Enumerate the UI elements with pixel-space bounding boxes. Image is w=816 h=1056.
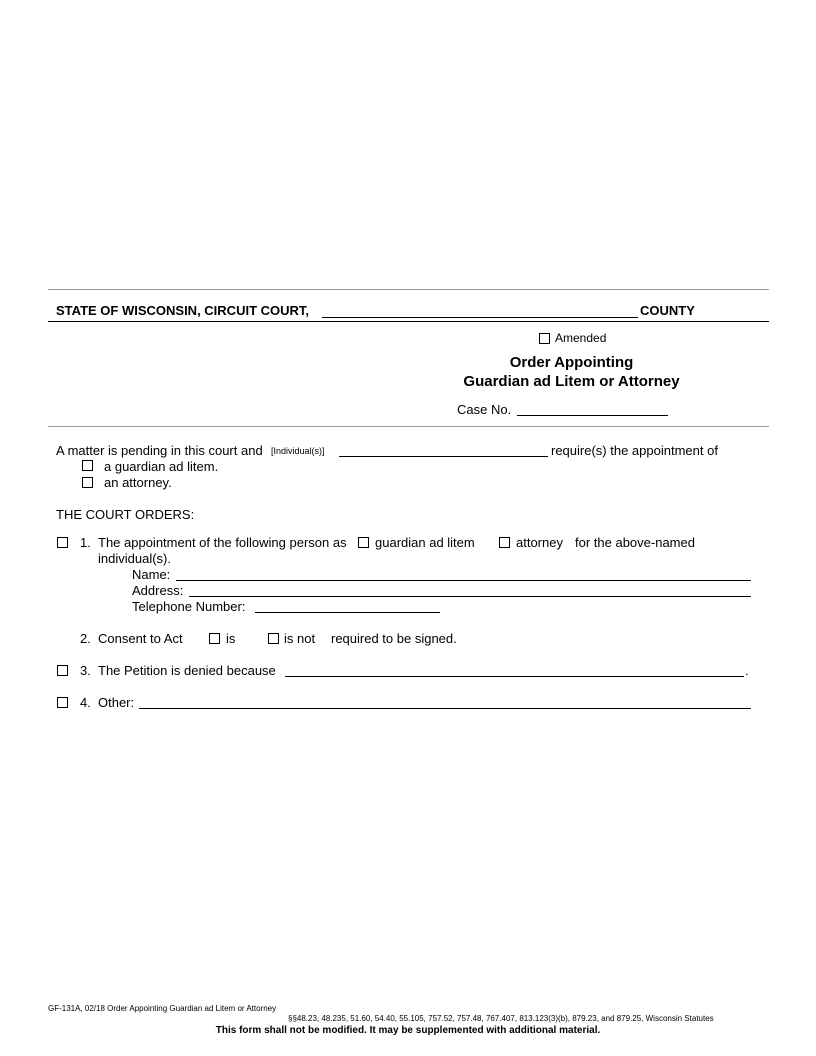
- address-field[interactable]: [189, 584, 751, 597]
- caption-top-rule: [48, 289, 769, 290]
- order2-text: Consent to Act: [98, 631, 183, 646]
- form-title-line1: Order Appointing: [509, 354, 634, 371]
- name-label: Name:: [132, 567, 171, 582]
- footer-statutes: §§48.23, 48.235, 51.60, 54.40, 55.105, 757.52, 757.48, 767.407, 813.123(3)(b), 879.23, and 879.25, Wisconsin Statutes: [288, 1014, 714, 1023]
- intro-text-after: require(s) the appointment of: [551, 443, 718, 458]
- order1-text: The appointment of the following person as: [98, 535, 347, 550]
- attorney-option-checkbox[interactable]: [82, 477, 93, 488]
- order1-attorney-checkbox[interactable]: [499, 537, 510, 548]
- order2-number: 2.: [80, 631, 91, 646]
- individual-field[interactable]: [339, 444, 548, 457]
- order3-period: .: [745, 663, 749, 678]
- telephone-field[interactable]: [255, 600, 440, 613]
- form-title-line2: Guardian ad Litem or Attorney: [463, 373, 680, 390]
- gal-option-label: a guardian ad litem.: [104, 459, 219, 474]
- name-field[interactable]: [176, 568, 751, 581]
- order4-number: 4.: [80, 695, 91, 710]
- denied-reason-field[interactable]: [285, 664, 744, 677]
- consent-is-checkbox[interactable]: [209, 633, 220, 644]
- order1-checkbox[interactable]: [57, 537, 68, 548]
- order1-gal-label: guardian ad litem: [375, 535, 475, 550]
- footer-notice: This form shall not be modified. It may be supplemented with additional material.: [215, 1025, 601, 1036]
- individual-hint: [Individual(s)]: [271, 446, 325, 456]
- order1-tail: for the above-named: [575, 535, 695, 550]
- order3-number: 3.: [80, 663, 91, 678]
- address-label: Address:: [132, 583, 184, 598]
- other-field[interactable]: [139, 696, 751, 709]
- gal-option-checkbox[interactable]: [82, 460, 93, 471]
- amended-label: Amended: [555, 331, 607, 345]
- order4-text: Other:: [98, 695, 135, 710]
- case-no-field[interactable]: [517, 403, 668, 416]
- telephone-label: Telephone Number:: [132, 599, 246, 614]
- order2-tail: required to be signed.: [331, 631, 457, 646]
- order3-text: The Petition is denied because: [98, 663, 276, 678]
- consent-is-label: is: [226, 631, 236, 646]
- county-label: COUNTY: [640, 303, 695, 318]
- court-orders-heading: THE COURT ORDERS:: [56, 507, 195, 522]
- county-name-field[interactable]: [322, 305, 638, 318]
- caption-mid-rule: [48, 321, 769, 322]
- order1-tail2: individual(s).: [98, 551, 171, 566]
- consent-is-not-checkbox[interactable]: [268, 633, 279, 644]
- caption-bottom-rule: [48, 426, 769, 427]
- case-no-label: Case No.: [457, 402, 512, 417]
- consent-is-not-label: is not: [284, 631, 316, 646]
- state-court-label: STATE OF WISCONSIN, CIRCUIT COURT,: [56, 303, 310, 318]
- order1-attorney-label: attorney: [516, 535, 563, 550]
- amended-checkbox[interactable]: [539, 333, 550, 344]
- attorney-option-label: an attorney.: [104, 475, 172, 490]
- order1-number: 1.: [80, 535, 91, 550]
- order1-gal-checkbox[interactable]: [358, 537, 369, 548]
- order3-checkbox[interactable]: [57, 665, 68, 676]
- intro-text-before: A matter is pending in this court and: [56, 443, 263, 458]
- order4-checkbox[interactable]: [57, 697, 68, 708]
- footer-form-id: GF-131A, 02/18 Order Appointing Guardian ad Litem or Attorney: [48, 1004, 277, 1013]
